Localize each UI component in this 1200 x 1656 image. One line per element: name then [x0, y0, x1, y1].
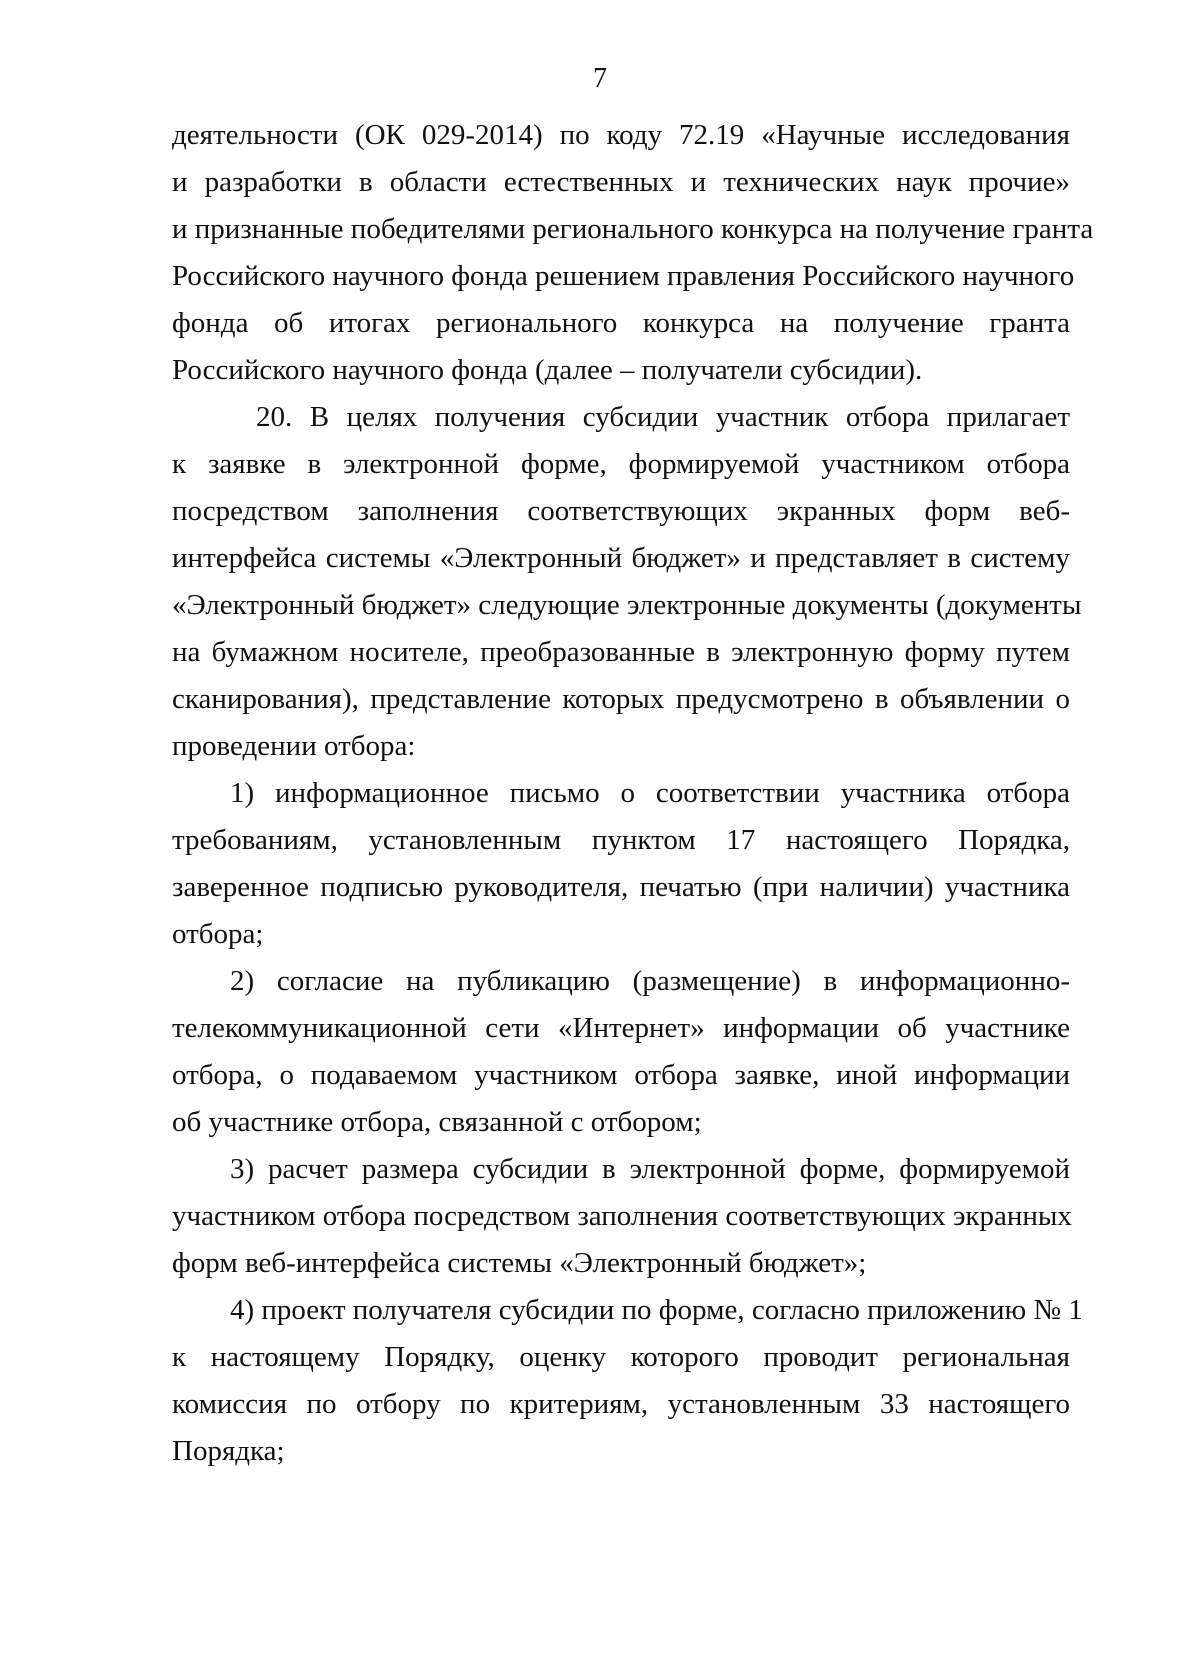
text-line: к заявке в электронной форме, формируемой участником отбора [172, 448, 1070, 480]
text-line: сканирования), представление которых предусмотрено в объявлении о [172, 683, 1070, 715]
text-line: телекоммуникационной сети «Интернет» информации об участнике [172, 1012, 1070, 1044]
text-line: на бумажном носителе, преобразованные в электронную форму путем [172, 636, 1070, 668]
text-line: «Электронный бюджет» следующие электронные документы (документы [172, 589, 1082, 621]
text-line: Российского научного фонда решением правления Российского научного [172, 260, 1075, 292]
list-item-4-first-line: 4) проект получателя субсидии по форме, согласно приложению № 1 [230, 1294, 1083, 1326]
text-line: и признанные победителями регионального конкурса на получение гранта [172, 213, 1094, 245]
list-item-3-first-line: 3) расчет размера субсидии в электронной форме, формируемой [230, 1153, 1070, 1185]
text-line: отбора; [172, 918, 264, 950]
text-line: комиссия по отбору по критериям, установленным 33 настоящего [172, 1388, 1070, 1420]
text-line: форм веб-интерфейса системы «Электронный бюджет»; [172, 1247, 867, 1279]
list-item-1-first-line: 1) информационное письмо о соответствии участника отбора [230, 777, 1070, 809]
text-line: проведении отбора: [172, 730, 416, 762]
text-line: требованиям, установленным пунктом 17 настоящего Порядка, [172, 824, 1070, 856]
text-line: деятельности (ОК 029-2014) по коду 72.19 «Научные исследования [172, 119, 1070, 151]
text-line: посредством заполнения соответствующих экранных форм веб- [172, 495, 1070, 527]
list-item-2-first-line: 2) согласие на публикацию (размещение) в информационно- [230, 965, 1070, 997]
text-line: отбора, о подаваемом участником отбора заявке, иной информации [172, 1059, 1070, 1091]
text-line: и разработки в области естественных и технических наук прочие» [172, 166, 1070, 198]
text-line: заверенное подписью руководителя, печатью (при наличии) участника [172, 871, 1070, 903]
text-line: к настоящему Порядку, оценку которого проводит региональная [172, 1341, 1070, 1373]
paragraph-20-first-line: 20. В целях получения субсидии участник отбора прилагает [256, 401, 1070, 433]
text-line: Российского научного фонда (далее – получатели субсидии). [172, 354, 923, 386]
page-number: 7 [593, 63, 607, 94]
text-line: участником отбора посредством заполнения соответствующих экранных [172, 1200, 1072, 1232]
text-line: интерфейса системы «Электронный бюджет» и представляет в систему [172, 542, 1070, 574]
text-line: фонда об итогах регионального конкурса на получение гранта [172, 307, 1070, 339]
text-line: об участнике отбора, связанной с отбором; [172, 1106, 702, 1138]
text-line: Порядка; [172, 1435, 285, 1467]
